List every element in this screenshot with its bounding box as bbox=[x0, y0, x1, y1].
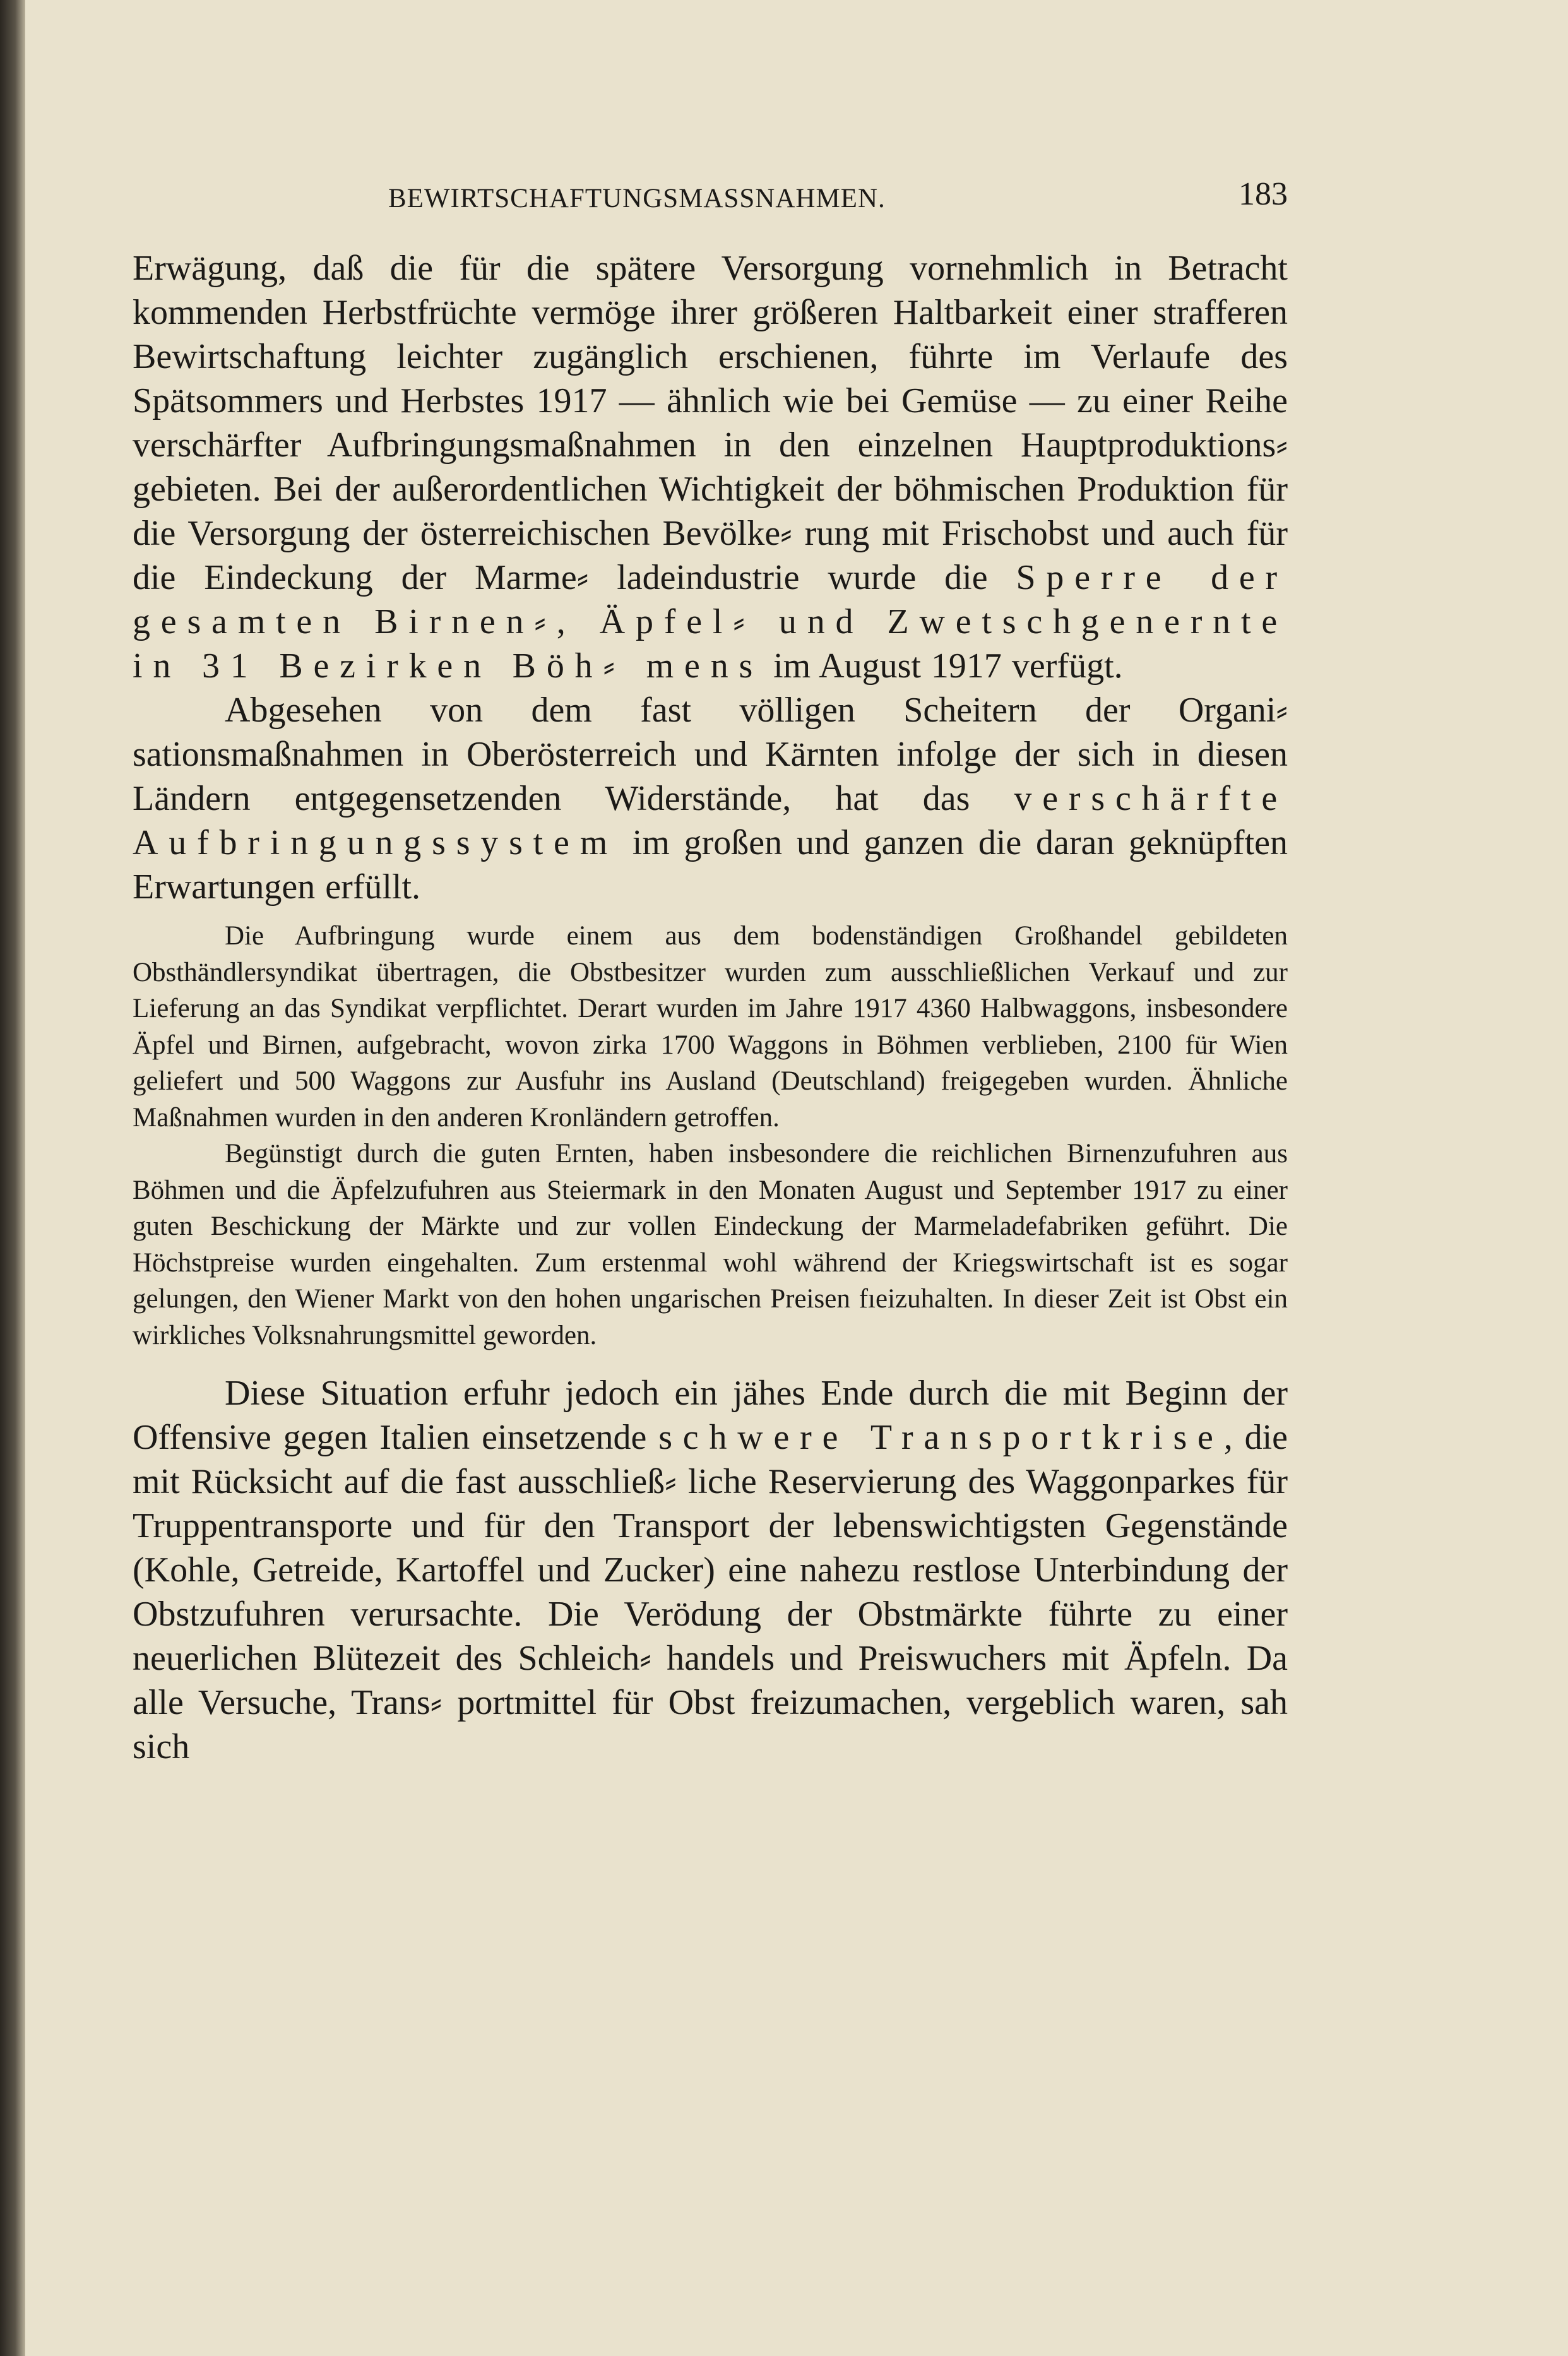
paragraph-3-text-end: , die mit Rücksicht auf die fast ausschließ⸗ liche Reservierung des Waggonparkes für Truppentransporte und für den Transport der lebenswichtigsten Gegenstände (Kohle, Getreide, Kartoffel und Zucker) eine nahezu restlose Unterbindung der Obstzufuhren verursachte. Die Verödung der Obstmärkte führte zu einer neuerlichen Blütezeit des Schleich⸗ handels und Preiswuchers mit Äpfeln. Da alle Versuche, Trans⸗ portmittel für Obst freizumachen, vergeblich waren, sah sich bbox=[133, 1418, 1288, 1766]
page-number: 183 bbox=[1238, 176, 1288, 212]
paragraph-1-text: Erwägung, daß die für die spätere Versorgung vornehmlich in Betracht kommenden Herbstfrüchte vermöge ihrer größeren Haltbarkeit einer strafferen Bewirtschaftung leichter zugänglich erschienen, führte im Verlaufe des Spätsommers und Herbstes 1917 — ähnlich wie bei Gemüse — zu einer Reihe verschärfter Aufbringungsmaßnahmen in den einzelnen Hauptproduktions⸗ gebieten. Bei der außerordentlichen Wichtigkeit der böhmischen Produktion für die Versorgung der österreichischen Bevölke⸗ rung mit Frischobst und auch für die Eindeckung der Marme⸗ ladeindustrie wurde die bbox=[133, 249, 1288, 597]
main-text-section-1 bbox=[133, 246, 1288, 909]
body-text bbox=[133, 246, 1288, 1769]
book-page bbox=[133, 170, 1288, 1769]
book-spine-edge bbox=[0, 0, 25, 2356]
paragraph-2-text: Abgesehen von dem fast völligen Scheitern der Organi⸗ sationsmaßnahmen in Oberösterreich und Kärnten infolge der sich in diesen Ländern entgegensetzenden Widerstände, hat das bbox=[133, 691, 1288, 818]
running-head: BEWIRTSCHAFTUNGSMASSNAHMEN. bbox=[388, 184, 886, 213]
paragraph-3 bbox=[133, 1371, 1288, 1769]
paragraph-3-text: Diese Situation erfuhr jedoch ein jähes Ende durch die mit Beginn der Offensive gegen Italien einsetzende bbox=[133, 1374, 1288, 1457]
paragraph-2 bbox=[133, 688, 1288, 909]
main-text-section-2 bbox=[133, 1371, 1288, 1769]
page-header bbox=[133, 170, 1288, 227]
paragraph-1 bbox=[133, 246, 1288, 688]
note-paragraph-2: Begünstigt durch die guten Ernten, haben insbesondere die reichlichen Birnenzufuhren aus Böhmen und die Äpfelzufuhren aus Steiermark in den Monaten August und September 1917 zu einer guten Beschickung der Märkte und zur vollen Eindeckung der Marmeladefabriken geführt. Die Höchstpreise wurden eingehalten. Zum erstenmal wohl während der Kriegswirtschaft ist es sogar gelungen, den Wiener Markt von den hohen ungarischen Preisen fıeizuhalten. In dieser Zeit ist Obst ein wirkliches Volksnahrungsmittel geworden. bbox=[133, 1139, 1288, 1350]
paragraph-1-emphasis: Sperre der gesamten Birnen⸗, Äpfel⸗ und Zwetschgenernte in 31 Bezirken Böh⸗ mens bbox=[133, 558, 1288, 686]
paragraph-2-emphasis: verschärfte Aufbringungssystem bbox=[133, 779, 1288, 862]
small-print-note bbox=[133, 918, 1288, 1354]
note-paragraph-1: Die Aufbringung wurde einem aus dem bodenständigen Großhandel gebildeten Obsthändlersyndikat übertragen, die Obstbesitzer wurden zum ausschließlichen Verkauf und zur Lieferung an das Syndikat verpflichtet. Derart wurden im Jahre 1917 4360 Halbwaggons, insbesondere Äpfel und Birnen, aufgebracht, wovon zirka 1700 Waggons in Böhmen verblieben, 2100 für Wien geliefert und 500 Waggons zur Ausfuhr ins Ausland (Deutschland) freigegeben wurden. Ähnliche Maßnahmen wurden in den anderen Kronländern getroffen. bbox=[133, 921, 1288, 1133]
paragraph-1-text-end: im August 1917 verfügt. bbox=[763, 646, 1123, 686]
paragraph-2-text-end: im großen und ganzen die daran geknüpften Erwartungen erfüllt. bbox=[133, 823, 1288, 907]
paragraph-3-emphasis: schwere Transportkrise bbox=[658, 1418, 1224, 1457]
